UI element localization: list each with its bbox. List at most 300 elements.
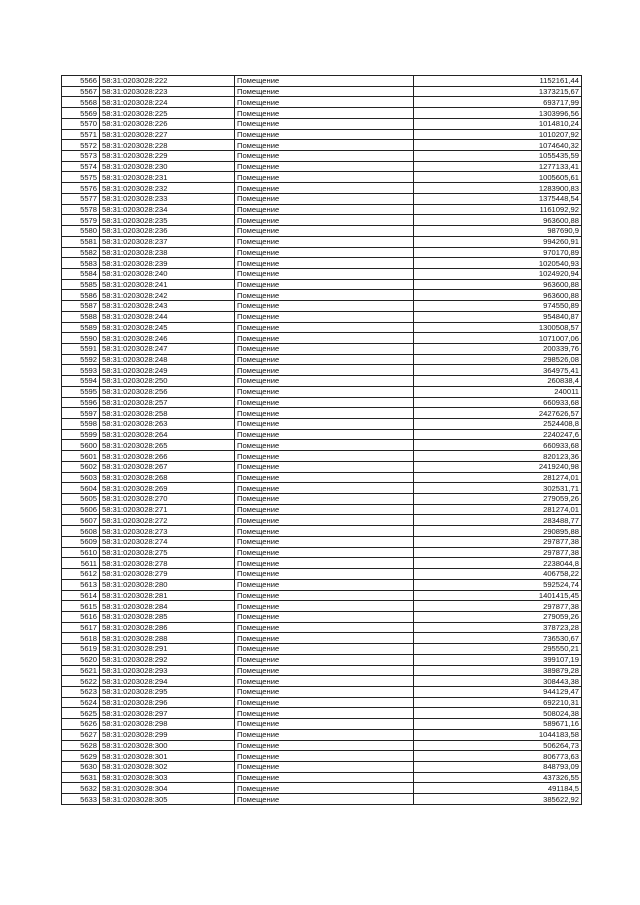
- object-type-cell: Помещение: [235, 204, 414, 215]
- table-row: [62, 397, 582, 408]
- cadastral-number-cell: 58:31:0203028:226: [100, 118, 235, 129]
- table-row: [62, 151, 582, 162]
- cadastral-value-cell: 1024920,94: [414, 268, 582, 279]
- cadastral-value-cell: 970170,89: [414, 247, 582, 258]
- object-type-cell: Помещение: [235, 729, 414, 740]
- table-row: [62, 740, 582, 751]
- object-type-cell: Помещение: [235, 611, 414, 622]
- cadastral-value-cell: 295550,21: [414, 644, 582, 655]
- cadastral-number-cell: 58:31:0203028:302: [100, 762, 235, 773]
- object-type-cell: Помещение: [235, 440, 414, 451]
- cadastral-value-cell: 944129,47: [414, 686, 582, 697]
- object-type-cell: Помещение: [235, 494, 414, 505]
- cadastral-value-cell: 200339,76: [414, 343, 582, 354]
- object-type-cell: Помещение: [235, 258, 414, 269]
- object-type-cell: Помещение: [235, 311, 414, 322]
- cadastral-number-cell: 58:31:0203028:288: [100, 633, 235, 644]
- table-row: [62, 343, 582, 354]
- object-type-cell: Помещение: [235, 386, 414, 397]
- table-row: [62, 633, 582, 644]
- row-number-cell: 5631: [62, 772, 100, 783]
- table-row: [62, 386, 582, 397]
- object-type-cell: Помещение: [235, 590, 414, 601]
- object-type-cell: Помещение: [235, 601, 414, 612]
- cadastral-number-cell: 58:31:0203028:246: [100, 333, 235, 344]
- object-type-cell: Помещение: [235, 429, 414, 440]
- table-row: [62, 365, 582, 376]
- object-type-cell: Помещение: [235, 665, 414, 676]
- row-number-cell: 5607: [62, 515, 100, 526]
- object-type-cell: Помещение: [235, 161, 414, 172]
- cadastral-number-cell: 58:31:0203028:241: [100, 279, 235, 290]
- table-row: [62, 708, 582, 719]
- table-row: [62, 590, 582, 601]
- cadastral-number-cell: 58:31:0203028:240: [100, 268, 235, 279]
- cadastral-number-cell: 58:31:0203028:286: [100, 622, 235, 633]
- cadastral-value-cell: 963600,88: [414, 290, 582, 301]
- cadastral-number-cell: 58:31:0203028:236: [100, 226, 235, 237]
- table-row: [62, 644, 582, 655]
- table-row: [62, 354, 582, 365]
- row-number-cell: 5633: [62, 794, 100, 805]
- row-number-cell: 5612: [62, 569, 100, 580]
- cadastral-number-cell: 58:31:0203028:295: [100, 686, 235, 697]
- cadastral-value-cell: 592524,74: [414, 579, 582, 590]
- cadastral-number-cell: 58:31:0203028:264: [100, 429, 235, 440]
- cadastral-number-cell: 58:31:0203028:225: [100, 108, 235, 119]
- cadastral-value-cell: 1161092,92: [414, 204, 582, 215]
- row-number-cell: 5585: [62, 279, 100, 290]
- table-row: [62, 558, 582, 569]
- table-row: [62, 161, 582, 172]
- cadastral-number-cell: 58:31:0203028:227: [100, 129, 235, 140]
- object-type-cell: Помещение: [235, 290, 414, 301]
- table-row: [62, 311, 582, 322]
- cadastral-number-cell: 58:31:0203028:233: [100, 193, 235, 204]
- table-row: [62, 376, 582, 387]
- object-type-cell: Помещение: [235, 397, 414, 408]
- row-number-cell: 5620: [62, 654, 100, 665]
- object-type-cell: Помещение: [235, 697, 414, 708]
- cadastral-number-cell: 58:31:0203028:284: [100, 601, 235, 612]
- row-number-cell: 5594: [62, 376, 100, 387]
- cadastral-value-cell: 660933,68: [414, 440, 582, 451]
- table-row: [62, 333, 582, 344]
- table-row: [62, 290, 582, 301]
- table-row: [62, 322, 582, 333]
- object-type-cell: Помещение: [235, 86, 414, 97]
- row-number-cell: 5583: [62, 258, 100, 269]
- row-number-cell: 5584: [62, 268, 100, 279]
- row-number-cell: 5630: [62, 762, 100, 773]
- cadastral-value-cell: 1375448,54: [414, 193, 582, 204]
- cadastral-number-cell: 58:31:0203028:271: [100, 504, 235, 515]
- cadastral-value-cell: 963600,88: [414, 279, 582, 290]
- object-type-cell: Помещение: [235, 676, 414, 687]
- cadastral-number-cell: 58:31:0203028:305: [100, 794, 235, 805]
- cadastral-number-cell: 58:31:0203028:257: [100, 397, 235, 408]
- row-number-cell: 5600: [62, 440, 100, 451]
- row-number-cell: 5598: [62, 419, 100, 430]
- row-number-cell: 5624: [62, 697, 100, 708]
- cadastral-value-cell: 508024,38: [414, 708, 582, 719]
- row-number-cell: 5592: [62, 354, 100, 365]
- table-row: [62, 172, 582, 183]
- row-number-cell: 5601: [62, 451, 100, 462]
- row-number-cell: 5596: [62, 397, 100, 408]
- table-row: [62, 601, 582, 612]
- cadastral-number-cell: 58:31:0203028:258: [100, 408, 235, 419]
- object-type-cell: Помещение: [235, 569, 414, 580]
- cadastral-value-cell: 1300508,57: [414, 322, 582, 333]
- cadastral-value-cell: 1071007,06: [414, 333, 582, 344]
- cadastral-number-cell: 58:31:0203028:229: [100, 151, 235, 162]
- row-number-cell: 5572: [62, 140, 100, 151]
- row-number-cell: 5580: [62, 226, 100, 237]
- cadastral-number-cell: 58:31:0203028:299: [100, 729, 235, 740]
- object-type-cell: Помещение: [235, 97, 414, 108]
- object-type-cell: Помещение: [235, 268, 414, 279]
- row-number-cell: 5617: [62, 622, 100, 633]
- cadastral-value-cell: 437326,55: [414, 772, 582, 783]
- object-type-cell: Помещение: [235, 183, 414, 194]
- cadastral-number-cell: 58:31:0203028:285: [100, 611, 235, 622]
- cadastral-value-cell: 2524408,8: [414, 419, 582, 430]
- cadastral-value-cell: 2238044,8: [414, 558, 582, 569]
- cadastral-number-cell: 58:31:0203028:280: [100, 579, 235, 590]
- object-type-cell: Помещение: [235, 719, 414, 730]
- object-type-cell: Помещение: [235, 451, 414, 462]
- row-number-cell: 5591: [62, 343, 100, 354]
- table-row: [62, 268, 582, 279]
- cadastral-value-cell: 297877,38: [414, 536, 582, 547]
- object-type-cell: Помещение: [235, 236, 414, 247]
- cadastral-number-cell: 58:31:0203028:298: [100, 719, 235, 730]
- cadastral-number-cell: 58:31:0203028:272: [100, 515, 235, 526]
- object-type-cell: Помещение: [235, 558, 414, 569]
- cadastral-number-cell: 58:31:0203028:245: [100, 322, 235, 333]
- cadastral-value-cell: 385622,92: [414, 794, 582, 805]
- table-row: [62, 676, 582, 687]
- cadastral-value-cell: 279059,26: [414, 494, 582, 505]
- row-number-cell: 5632: [62, 783, 100, 794]
- object-type-cell: Помещение: [235, 504, 414, 515]
- object-type-cell: Помещение: [235, 547, 414, 558]
- row-number-cell: 5570: [62, 118, 100, 129]
- row-number-cell: 5574: [62, 161, 100, 172]
- cadastral-value-cell: 994260,91: [414, 236, 582, 247]
- cadastral-value-cell: 378723,28: [414, 622, 582, 633]
- cadastral-number-cell: 58:31:0203028:230: [100, 161, 235, 172]
- cadastral-value-cell: 589671,16: [414, 719, 582, 730]
- object-type-cell: Помещение: [235, 140, 414, 151]
- cadastral-value-cell: 1074640,32: [414, 140, 582, 151]
- table-row: [62, 97, 582, 108]
- table-row: [62, 483, 582, 494]
- cadastral-number-cell: 58:31:0203028:303: [100, 772, 235, 783]
- table-row: [62, 772, 582, 783]
- row-number-cell: 5602: [62, 461, 100, 472]
- object-type-cell: Помещение: [235, 579, 414, 590]
- cadastral-value-cell: 1005605,61: [414, 172, 582, 183]
- object-type-cell: Помещение: [235, 108, 414, 119]
- table-row: [62, 472, 582, 483]
- table-row: [62, 719, 582, 730]
- object-type-cell: Помещение: [235, 215, 414, 226]
- row-number-cell: 5588: [62, 311, 100, 322]
- table-row: [62, 279, 582, 290]
- row-number-cell: 5578: [62, 204, 100, 215]
- object-type-cell: Помещение: [235, 76, 414, 87]
- object-type-cell: Помещение: [235, 762, 414, 773]
- object-type-cell: Помещение: [235, 129, 414, 140]
- object-type-cell: Помещение: [235, 751, 414, 762]
- cadastral-value-cell: 399107,19: [414, 654, 582, 665]
- object-type-cell: Помещение: [235, 419, 414, 430]
- object-type-cell: Помещение: [235, 633, 414, 644]
- cadastral-value-cell: 260838,4: [414, 376, 582, 387]
- cadastral-number-cell: 58:31:0203028:238: [100, 247, 235, 258]
- cadastral-number-cell: 58:31:0203028:249: [100, 365, 235, 376]
- cadastral-value-cell: 1055435,59: [414, 151, 582, 162]
- object-type-cell: Помещение: [235, 226, 414, 237]
- cadastral-value-cell: 2240247,6: [414, 429, 582, 440]
- table-row: [62, 408, 582, 419]
- row-number-cell: 5593: [62, 365, 100, 376]
- row-number-cell: 5611: [62, 558, 100, 569]
- cadastral-number-cell: 58:31:0203028:228: [100, 140, 235, 151]
- cadastral-value-cell: 2427626,57: [414, 408, 582, 419]
- cadastral-value-cell: 974550,89: [414, 301, 582, 312]
- table-row: [62, 440, 582, 451]
- cadastral-value-cell: 240011: [414, 386, 582, 397]
- table-body: [62, 76, 582, 805]
- table-row: [62, 301, 582, 312]
- cadastral-value-cell: 302531,71: [414, 483, 582, 494]
- row-number-cell: 5623: [62, 686, 100, 697]
- object-type-cell: Помещение: [235, 461, 414, 472]
- table-row: [62, 247, 582, 258]
- object-type-cell: Помещение: [235, 783, 414, 794]
- table-row: [62, 751, 582, 762]
- table-row: [62, 461, 582, 472]
- cadastral-value-cell: 1020540,93: [414, 258, 582, 269]
- row-number-cell: 5606: [62, 504, 100, 515]
- row-number-cell: 5587: [62, 301, 100, 312]
- table-row: [62, 526, 582, 537]
- object-type-cell: Помещение: [235, 322, 414, 333]
- cadastral-number-cell: 58:31:0203028:296: [100, 697, 235, 708]
- row-number-cell: 5579: [62, 215, 100, 226]
- table-row: [62, 569, 582, 580]
- row-number-cell: 5608: [62, 526, 100, 537]
- object-type-cell: Помещение: [235, 408, 414, 419]
- cadastral-value-cell: 693717,99: [414, 97, 582, 108]
- row-number-cell: 5576: [62, 183, 100, 194]
- row-number-cell: 5595: [62, 386, 100, 397]
- cadastral-number-cell: 58:31:0203028:293: [100, 665, 235, 676]
- cadastral-value-cell: 736530,67: [414, 633, 582, 644]
- row-number-cell: 5605: [62, 494, 100, 505]
- row-number-cell: 5569: [62, 108, 100, 119]
- cadastral-value-cell: 297877,38: [414, 547, 582, 558]
- cadastral-number-cell: 58:31:0203028:294: [100, 676, 235, 687]
- table-row: [62, 118, 582, 129]
- object-type-cell: Помещение: [235, 301, 414, 312]
- row-number-cell: 5573: [62, 151, 100, 162]
- cadastral-value-cell: 1152161,44: [414, 76, 582, 87]
- row-number-cell: 5571: [62, 129, 100, 140]
- cadastral-value-cell: 1401415,45: [414, 590, 582, 601]
- row-number-cell: 5625: [62, 708, 100, 719]
- cadastral-number-cell: 58:31:0203028:267: [100, 461, 235, 472]
- row-number-cell: 5615: [62, 601, 100, 612]
- table-row: [62, 108, 582, 119]
- cadastral-number-cell: 58:31:0203028:242: [100, 290, 235, 301]
- cadastral-value-cell: 1277133,41: [414, 161, 582, 172]
- cadastral-number-cell: 58:31:0203028:263: [100, 419, 235, 430]
- cadastral-number-cell: 58:31:0203028:243: [100, 301, 235, 312]
- table-row: [62, 419, 582, 430]
- table-row: [62, 794, 582, 805]
- cadastral-number-cell: 58:31:0203028:292: [100, 654, 235, 665]
- row-number-cell: 5609: [62, 536, 100, 547]
- cadastral-number-cell: 58:31:0203028:274: [100, 536, 235, 547]
- table-row: [62, 183, 582, 194]
- cadastral-number-cell: 58:31:0203028:301: [100, 751, 235, 762]
- cadastral-value-table: [61, 75, 582, 805]
- row-number-cell: 5581: [62, 236, 100, 247]
- cadastral-number-cell: 58:31:0203028:265: [100, 440, 235, 451]
- cadastral-value-cell: 963600,88: [414, 215, 582, 226]
- object-type-cell: Помещение: [235, 151, 414, 162]
- table-row: [62, 226, 582, 237]
- table-row: [62, 494, 582, 505]
- cadastral-number-cell: 58:31:0203028:266: [100, 451, 235, 462]
- object-type-cell: Помещение: [235, 644, 414, 655]
- table-row: [62, 451, 582, 462]
- table-row: [62, 215, 582, 226]
- row-number-cell: 5610: [62, 547, 100, 558]
- table-row: [62, 547, 582, 558]
- cadastral-number-cell: 58:31:0203028:222: [100, 76, 235, 87]
- row-number-cell: 5622: [62, 676, 100, 687]
- object-type-cell: Помещение: [235, 708, 414, 719]
- cadastral-value-cell: 806773,63: [414, 751, 582, 762]
- cadastral-number-cell: 58:31:0203028:297: [100, 708, 235, 719]
- table-row: [62, 515, 582, 526]
- row-number-cell: 5613: [62, 579, 100, 590]
- cadastral-value-cell: 1283900,83: [414, 183, 582, 194]
- object-type-cell: Помещение: [235, 740, 414, 751]
- cadastral-value-cell: 1044183,58: [414, 729, 582, 740]
- table-row: [62, 611, 582, 622]
- cadastral-value-cell: 281274,01: [414, 504, 582, 515]
- row-number-cell: 5618: [62, 633, 100, 644]
- table-row: [62, 504, 582, 515]
- object-type-cell: Помещение: [235, 622, 414, 633]
- cadastral-value-cell: 491184,5: [414, 783, 582, 794]
- table-row: [62, 697, 582, 708]
- object-type-cell: Помещение: [235, 354, 414, 365]
- table-row: [62, 536, 582, 547]
- cadastral-value-cell: 987690,9: [414, 226, 582, 237]
- table-row: [62, 429, 582, 440]
- cadastral-value-cell: 1373215,67: [414, 86, 582, 97]
- row-number-cell: 5575: [62, 172, 100, 183]
- object-type-cell: Помещение: [235, 654, 414, 665]
- row-number-cell: 5628: [62, 740, 100, 751]
- table-row: [62, 579, 582, 590]
- cadastral-value-cell: 279059,26: [414, 611, 582, 622]
- row-number-cell: 5604: [62, 483, 100, 494]
- cadastral-number-cell: 58:31:0203028:278: [100, 558, 235, 569]
- table-row: [62, 258, 582, 269]
- object-type-cell: Помещение: [235, 279, 414, 290]
- object-type-cell: Помещение: [235, 772, 414, 783]
- table-row: [62, 729, 582, 740]
- object-type-cell: Помещение: [235, 343, 414, 354]
- object-type-cell: Помещение: [235, 526, 414, 537]
- cadastral-number-cell: 58:31:0203028:304: [100, 783, 235, 794]
- cadastral-number-cell: 58:31:0203028:239: [100, 258, 235, 269]
- cadastral-number-cell: 58:31:0203028:223: [100, 86, 235, 97]
- table-row: [62, 236, 582, 247]
- cadastral-value-cell: 389879,28: [414, 665, 582, 676]
- object-type-cell: Помещение: [235, 333, 414, 344]
- object-type-cell: Помещение: [235, 365, 414, 376]
- cadastral-value-cell: 660933,68: [414, 397, 582, 408]
- table-row: [62, 762, 582, 773]
- table-row: [62, 654, 582, 665]
- object-type-cell: Помещение: [235, 686, 414, 697]
- table-row: [62, 76, 582, 87]
- object-type-cell: Помещение: [235, 483, 414, 494]
- table-row: [62, 665, 582, 676]
- cadastral-number-cell: 58:31:0203028:224: [100, 97, 235, 108]
- cadastral-value-cell: 820123,36: [414, 451, 582, 462]
- cadastral-number-cell: 58:31:0203028:269: [100, 483, 235, 494]
- cadastral-number-cell: 58:31:0203028:270: [100, 494, 235, 505]
- cadastral-value-cell: 1010207,92: [414, 129, 582, 140]
- row-number-cell: 5626: [62, 719, 100, 730]
- row-number-cell: 5614: [62, 590, 100, 601]
- cadastral-value-cell: 406758,22: [414, 569, 582, 580]
- cadastral-number-cell: 58:31:0203028:268: [100, 472, 235, 483]
- cadastral-value-cell: 848793,09: [414, 762, 582, 773]
- row-number-cell: 5586: [62, 290, 100, 301]
- row-number-cell: 5577: [62, 193, 100, 204]
- cadastral-number-cell: 58:31:0203028:235: [100, 215, 235, 226]
- cadastral-number-cell: 58:31:0203028:250: [100, 376, 235, 387]
- object-type-cell: Помещение: [235, 515, 414, 526]
- row-number-cell: 5589: [62, 322, 100, 333]
- object-type-cell: Помещение: [235, 472, 414, 483]
- row-number-cell: 5621: [62, 665, 100, 676]
- table-row: [62, 783, 582, 794]
- cadastral-number-cell: 58:31:0203028:281: [100, 590, 235, 601]
- cadastral-number-cell: 58:31:0203028:247: [100, 343, 235, 354]
- row-number-cell: 5568: [62, 97, 100, 108]
- row-number-cell: 5567: [62, 86, 100, 97]
- cadastral-number-cell: 58:31:0203028:234: [100, 204, 235, 215]
- cadastral-value-cell: 1014810,24: [414, 118, 582, 129]
- table-row: [62, 193, 582, 204]
- row-number-cell: 5627: [62, 729, 100, 740]
- table-row: [62, 140, 582, 151]
- cadastral-value-cell: 364975,41: [414, 365, 582, 376]
- cadastral-number-cell: 58:31:0203028:244: [100, 311, 235, 322]
